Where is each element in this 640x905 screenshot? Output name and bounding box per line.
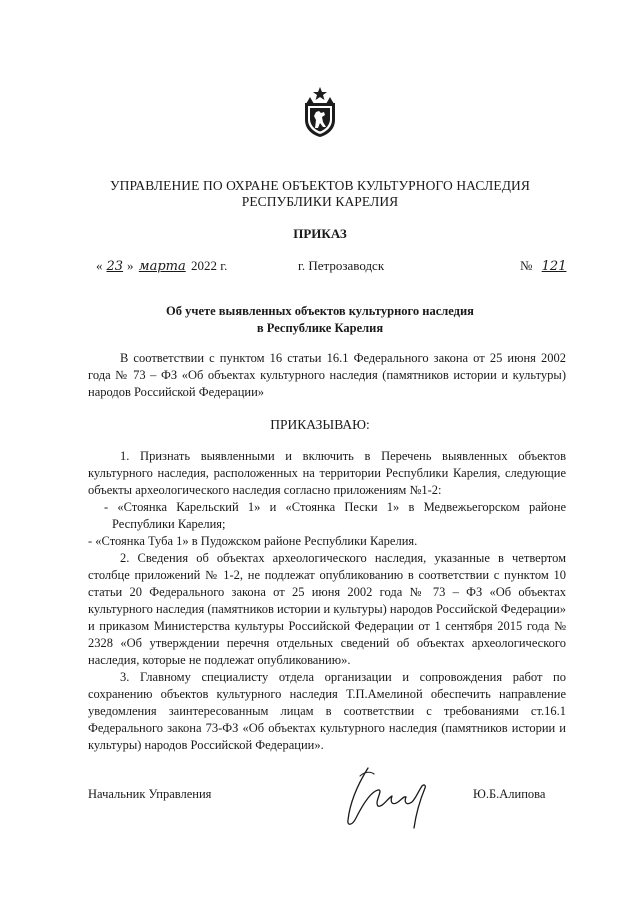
order-number-value: 121 <box>541 259 567 274</box>
order-date <box>96 258 227 274</box>
order-city: г. Петрозаводск <box>298 258 385 273</box>
order-number <box>520 258 572 274</box>
order-number-label: № <box>520 258 533 273</box>
order-subject-line2: в Республике Карелия <box>256 321 384 335</box>
handwritten-signature-icon <box>340 762 430 832</box>
karelia-coat-of-arms-icon <box>302 86 338 138</box>
date-quote-close: » <box>127 258 134 273</box>
date-year: 2022 г. <box>190 258 228 273</box>
preamble-text: В соответствии с пунктом 16 статьи 16.1 Федерального закона от 25 июня 2002 года № 73 – ФЗ «Об объектах культурного наследия (памятников истории и культуры) народов Российской Федерации» <box>88 351 566 399</box>
organization-name-line2: РЕСПУБЛИКИ КАРЕЛИЯ <box>241 194 399 209</box>
order-word: ПРИКАЗЫВАЮ: <box>270 417 370 432</box>
date-quote-open: « <box>96 258 103 273</box>
organization-name-line1: УПРАВЛЕНИЕ ПО ОХРАНЕ ОБЪЕКТОВ КУЛЬТУРНОГО НАСЛЕДИЯ <box>110 178 530 193</box>
order-subject-line1: Об учете выявленных объектов культурного наследия <box>166 304 474 318</box>
order-item-1: 1. Признать выявленными и включить в Перечень выявленных объектов культурного наследия, расположенных на территории Республики Карелия, следующие объекты археологического наследия согласно приложениям №1-2: <box>88 449 566 497</box>
signatory-position: Начальник Управления <box>88 787 212 801</box>
signatory-name: Ю.Б.Алипова <box>473 787 546 801</box>
order-items <box>88 448 566 754</box>
preamble <box>88 350 566 401</box>
order-item-1-sub-1: - «Стоянка Карельский 1» и «Стоянка Пески 1» в Медвежьегорском районе Республики Карелия; <box>104 500 566 531</box>
order-item-2: 2. Сведения об объектах археологического наследия, указанные в четвертом столбце приложений № 1-2, не подлежат опубликованию в соответствии с пунктом 10 статьи 20 Федерального закона от 25 июня 2002 года № 73 – ФЗ «Об объектах культурного наследия (памятников истории и культуры) народов Российской Федерации» и приказом Министерства культуры Российской Федерации от 1 сентября 2015 года № 2328 «Об утверждении перечня отдельных сведений об объектах археологического наследия, которые не подлежат опубликованию». <box>88 551 566 667</box>
date-month: марта <box>138 259 186 274</box>
order-item-1-sub-2: - «Стоянка Туба 1» в Пудожском районе Республики Карелия. <box>88 534 418 548</box>
document-type: ПРИКАЗ <box>293 226 347 241</box>
order-item-3: 3. Главному специалисту отдела организации и сопровождения работ по сохранению объектов культурного наследия Т.П.Амелиной обеспечить направление уведомления заинтересованным лицам в соответствии с требованиями ст.16.1 Федерального закона 73-ФЗ «Об объектах культурного наследия (памятников истории и культуры) народов Российской Федерации». <box>88 670 566 752</box>
date-day: 23 <box>106 259 124 274</box>
